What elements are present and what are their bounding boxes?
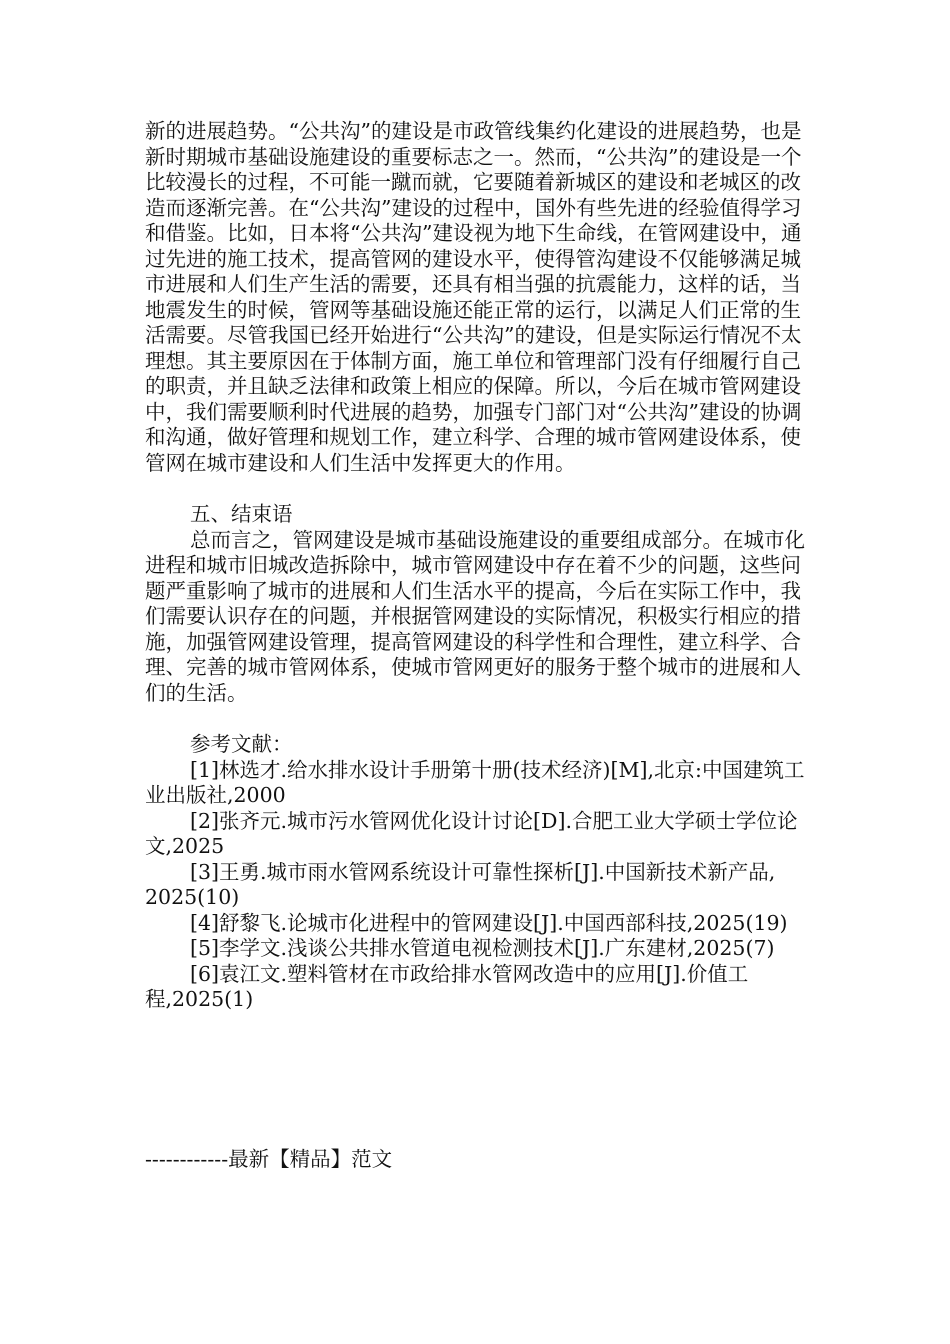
body-paragraph: 新的进展趋势。“公共沟”的建设是市政管线集约化建设的进展趋势，也是新时期城市基础设施建设的重要标志之一。然而，“公共沟”的建设是一个比较漫长的过程，不可能一蹴而就，它要随着新城区的建设和老城区的改造而逐渐完善。在“公共沟”建设的过程中，国外有些先进的经验值得学习和借鉴。比如，日本将“公共沟”建设视为地下生命线，在管网建设中，通过先进的施工技术，提高管网的建设水平，使得管沟建设不仅能够满足城市进展和人们生产生活的需要，还具有相当强的抗震能力，这样的话，当地震发生的时候，管网等基础设施还能正常的运行，以满足人们正常的生活需要。尽管我国已经开始进行“公共沟”的建设，但是实际运行情况不太理想。其主要原因在于体制方面，施工单位和管理部门没有仔细履行自己的职责，并且缺乏法律和政策上相应的保障。所以，今后在城市管网建设中，我们需要顺利时代进展的趋势，加强专门部门对“公共沟”建设的协调和沟通，做好管理和规划工作，建立科学、合理的城市管网建设体系，使管网在城市建设和人们生活中发挥更大的作用。 <box>145 119 802 475</box>
reference-item: [2]张齐元.城市污水管网优化设计讨论[D].合肥工业大学硕士学位论文,2025 <box>145 808 798 858</box>
document-body <box>145 119 805 1013</box>
paragraph-gap <box>145 706 805 732</box>
reference-item: [4]舒黎飞.论城市化进程中的管网建设[J].中国西部科技,2025(19) <box>190 910 788 935</box>
reference-item: [5]李学文.浅谈公共排水管道电视检测技术[J].广东建材,2025(7) <box>190 936 775 960</box>
paragraph-gap <box>145 476 805 502</box>
reference-item: [3]王勇.城市雨水管网系统设计可靠性探析[J].中国新技术新产品, 2025(10) <box>145 859 776 909</box>
conclusion-paragraph: 总而言之，管网建设是城市基础设施建设的重要组成部分。在城市化进程和城市旧城改造拆除中，城市管网建设中存在着不少的问题，这些问题严重影响了城市的进展和人们生活水平的提高，今后在实际工作中，我们需要认识存在的问题，并根据管网建设的实际情况，积极实行相应的措施，加强管网建设管理，提高管网建设的科学性和合理性，建立科学、合理、完善的城市管网体系，使城市管网更好的服务于整个城市的进展和人们的生活。 <box>145 527 805 705</box>
reference-item: [6]袁江文.塑料管材在市政给排水管网改造中的应用[J].价值工程,2025(1) <box>145 961 749 1011</box>
footer-text: ------------最新【精品】范文 <box>145 1147 393 1171</box>
reference-item: [1]林选才.给水排水设计手册第十册(技术经济)[M],北京:中国建筑工业出版社,2000 <box>145 757 805 807</box>
section-heading: 五、结束语 <box>190 502 293 526</box>
references-heading: 参考文献： <box>190 732 293 756</box>
reference-list <box>145 758 805 1013</box>
